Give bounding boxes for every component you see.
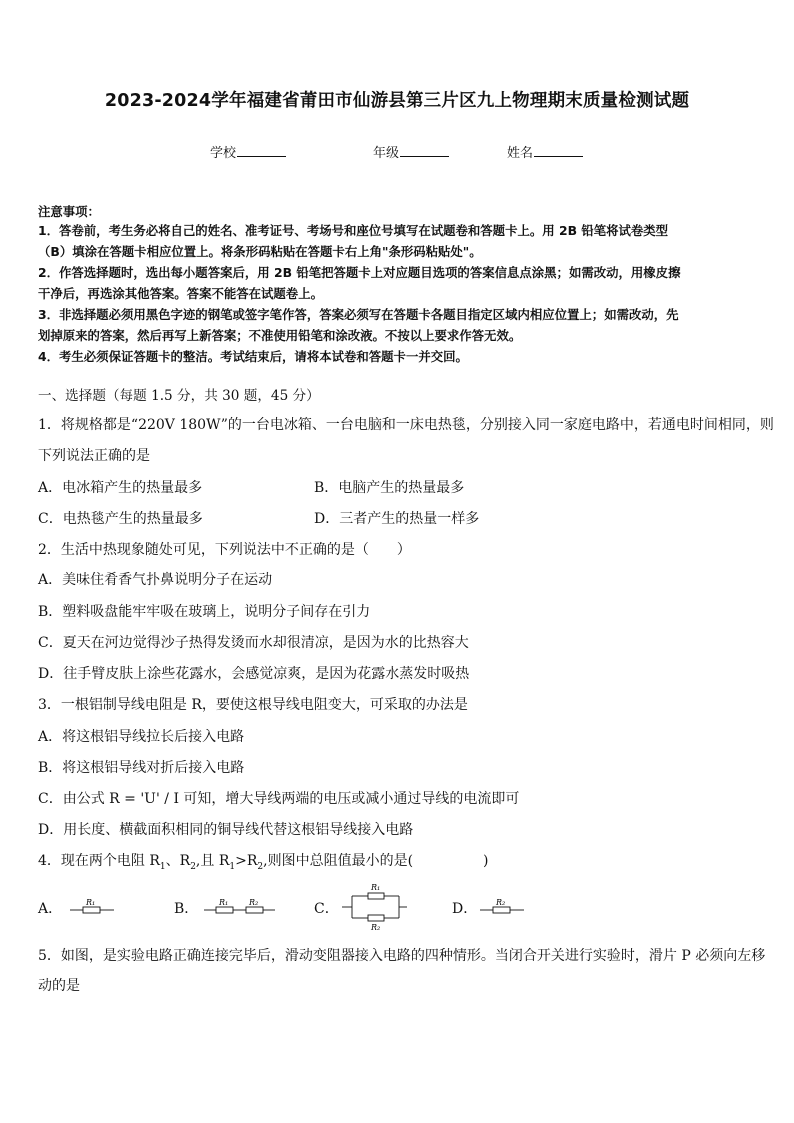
question-3-option-a: A．将这根铝导线拉长后接入电路 (38, 729, 245, 745)
resistor-label: R₁ (371, 883, 381, 892)
circuit-single-r2 (480, 895, 526, 917)
circuit-parallel-r1-r2 (342, 881, 408, 931)
question-3-option-d: D．用长度、横截面积相同的铜导线代替这根铝导线接入电路 (38, 822, 414, 838)
school-field (210, 142, 286, 161)
notice-line: 1．答卷前，考生务必将自己的姓名、准考证号、考场号和座位号填写在试题卷和答题卡上。用 2B 铅笔将试卷类型 (38, 223, 669, 238)
question-4-stem: 4．现在两个电阻 $R_1$、$R_2$,且 $R_1>R_2$,则图中总阻值最小的是( ) (38, 853, 489, 872)
question-4-option-d: D． (452, 901, 478, 917)
question-5-stem: 5．如图，是实验电路正确连接完毕后，滑动变阻器接入电路的四种情形。当闭合开关进行实验时，滑片 P 必须向左移 (38, 948, 766, 964)
resistor-label: R₁ (86, 898, 96, 907)
question-4-option-a: A． (38, 901, 63, 917)
question-1-option-b: B．电脑产生的热量最多 (314, 480, 465, 496)
name-label: 姓名 (507, 146, 534, 161)
question-5-stem-cont: 动的是 (38, 978, 80, 994)
question-3-option-b: B．将这根铝导线对折后接入电路 (38, 760, 245, 776)
school-label: 学校 (210, 146, 237, 161)
name-blank (534, 143, 583, 157)
question-2-stem: 2．生活中热现象随处可见，下列说法中不正确的是（ ） (38, 542, 411, 558)
question-1-option-c: C．电热毯产生的热量最多 (38, 511, 203, 527)
question-2-option-a: A．美味住肴香气扑鼻说明分子在运动 (38, 572, 273, 588)
question-2-option-c: C．夏天在河边觉得沙子热得发烫而水却很清凉，是因为水的比热容大 (38, 635, 469, 651)
question-3-option-c: C．由公式 R = 'U' / I 可知，增大导线两端的电压或减小通过导线的电流即可 (38, 791, 520, 807)
question-1-option-a: A．电冰箱产生的热量最多 (38, 480, 203, 496)
grade-label: 年级 (373, 146, 400, 161)
resistor-label: R₂ (371, 923, 381, 931)
school-blank (237, 143, 286, 157)
notice-line: 3．非选择题必须用黑色字迹的钢笔或签字笔作答，答案必须写在答题卡各题目指定区域内相应位置上；如需改动，先 (38, 307, 679, 322)
notice-line: （B）填涂在答题卡相应位置上。将条形码粘贴在答题卡右上角"条形码粘贴处"。 (38, 244, 482, 259)
question-3-stem: 3．一根铝制导线电阻是 R，要使这根导线电阻变大，可采取的办法是 (38, 697, 468, 713)
grade-blank (400, 143, 449, 157)
section-heading: 一、选择题（每题 1.5 分，共 30 题，45 分） (38, 388, 320, 404)
question-2-option-d: D．往手臂皮肤上涂些花露水，会感觉凉爽，是因为花露水蒸发时吸热 (38, 666, 470, 682)
notice-line: 2．作答选择题时，选出每小题答案后，用 2B 铅笔把答题卡上对应题目选项的答案信息点涂黑；如需改动，用橡皮擦 (38, 265, 681, 280)
name-field (507, 142, 583, 161)
question-2-option-b: B．塑料吸盘能牢牢吸在玻璃上，说明分子间存在引力 (38, 604, 371, 620)
page-title: 2023-2024学年福建省莆田市仙游县第三片区九上物理期末质量检测试题 (104, 91, 690, 111)
resistor-label: R₁ (219, 898, 229, 907)
notice-heading: 注意事项： (38, 204, 100, 219)
grade-field (373, 142, 449, 161)
resistor-label: R₂ (249, 898, 259, 907)
question-1-stem-cont: 下列说法正确的是 (38, 448, 150, 464)
question-4-option-c: C． (314, 901, 339, 917)
question-1-stem: 1．将规格都是“220V 180W”的一台电冰箱、一台电脑和一床电热毯，分别接入同一家庭电路中，若通电时间相同，则 (38, 417, 774, 433)
question-1-option-d: D．三者产生的热量一样多 (314, 511, 480, 527)
notice-line: 4．考生必须保证答题卡的整洁。考试结束后，请将本试卷和答题卡一并交回。 (38, 349, 468, 364)
notice-line: 干净后，再选涂其他答案。答案不能答在试题卷上。 (38, 286, 323, 301)
circuit-single-r1 (70, 897, 116, 917)
notice-line: 划掉原来的答案，然后再写上新答案；不准使用铅笔和涂改液。不按以上要求作答无效。 (38, 328, 522, 343)
circuit-series-r1-r2 (204, 895, 276, 917)
resistor-label: R₂ (496, 898, 506, 907)
question-4-option-b: B． (174, 901, 199, 917)
